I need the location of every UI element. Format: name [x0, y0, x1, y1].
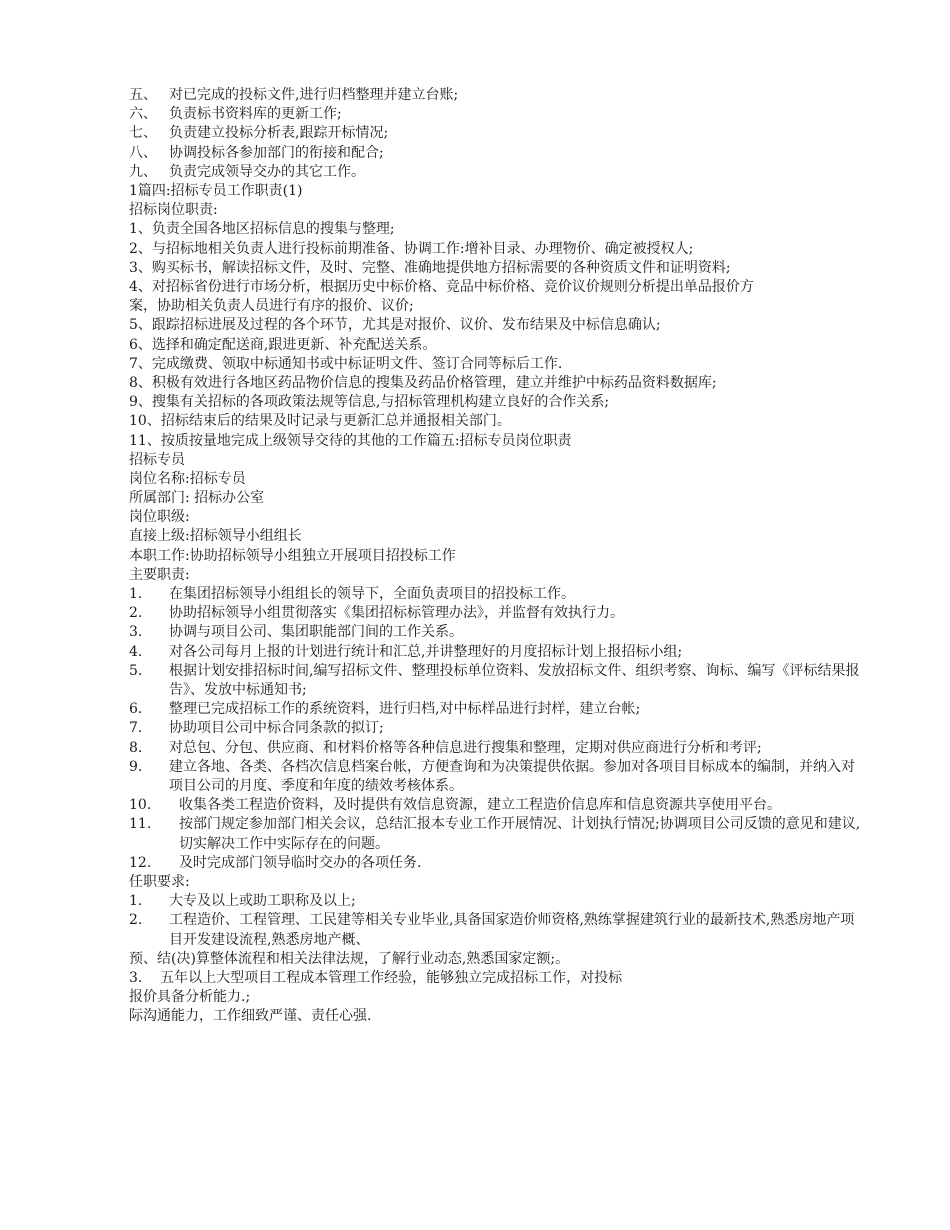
list-text: 协助项目公司中标合同条款的拟订; [169, 720, 384, 737]
duty-item: 9、搜集有关招标的各项政策法规等信息,与招标管理机构建立良好的合作关系; [129, 394, 610, 411]
list-number: 4. [129, 643, 143, 660]
post-job: 本职工作:协助招标领导小组独立开展项目招投标工作 [129, 547, 456, 564]
duty-item: 3、购买标书，解读招标文件，及时、完整、准确地提供地方招标需要的各种资质文件和证明资料; [129, 259, 731, 276]
main-duty-heading: 主要职责: [129, 566, 190, 583]
main-duty-item [129, 604, 889, 623]
post-name: 岗位名称:招标专员 [129, 470, 246, 487]
section-title: 1篇四:招标专员工作职责(1) [129, 183, 303, 200]
list-text: 大专及以上或助工职称及以上; [169, 893, 356, 910]
list-number: 1. [129, 586, 143, 603]
duty-item: 4、对招标省份进行市场分析，根据历史中标价格、竞品中标价格、竞价议价规则分析提出单品报价方案，协助相关负责人员进行有序的报价、议价; [129, 278, 754, 315]
list-item [129, 163, 889, 182]
requirement-heading: 任职要求: [129, 874, 190, 891]
main-duty-item [129, 623, 889, 642]
list-item [129, 105, 889, 124]
duty-item: 6、选择和确定配送商,跟进更新、补充配送关系。 [129, 336, 437, 353]
list-text: 对已完成的投标文件,进行归档整理并建立台账; [169, 87, 459, 103]
list-number: 5. [129, 662, 143, 679]
list-number: 3. [129, 624, 143, 641]
list-text: 根据计划安排招标时间,编写招标文件、整理投标单位资料、发放招标文件、组织考察、询标、编写《评标结果报告》、发放中标通知书; [169, 662, 860, 699]
main-duty-item [129, 700, 889, 719]
duty-item: 8、积极有效进行各地区药品物价信息的搜集及药品价格管理，建立并维护中标药品资料数据库; [129, 374, 717, 391]
list-number: 10. [129, 797, 152, 814]
list-text: 协助招标领导小组贯彻落实《集团招标标管理办法》，并监督有效执行力。 [169, 605, 624, 622]
duty-item: 7、完成缴费、领取中标通知书或中标证明文件、签订合同等标后工作. [129, 355, 563, 372]
duty-item: 5、跟踪招标进展及过程的各个环节，尤其是对报价、议价、发布结果及中标信息确认; [129, 317, 661, 334]
list-number: 五、 [129, 87, 157, 103]
list-text: 协调投标各参加部门的衔接和配合; [169, 144, 384, 161]
list-text: 协调与项目公司、集团职能部门间的工作关系。 [169, 624, 463, 641]
list-number: 2. [129, 912, 143, 929]
list-item [129, 144, 889, 163]
main-duty-item [129, 643, 889, 662]
list-number: 八、 [129, 144, 157, 161]
list-number: 九、 [129, 163, 157, 180]
list-text: 建立各地、各类、各档次信息档案台帐，方便查询和为决策提供依据。参加对各项目目标成本的编制，并纳入对项目公司的月度、季度和年度的绩效考核体系。 [169, 758, 855, 795]
list-number: 1. [129, 893, 143, 910]
requirement-item [129, 911, 889, 949]
list-item [129, 86, 889, 105]
list-number: 9. [129, 758, 143, 775]
closing-text: 际沟通能力，工作细致严谨、责任心强. [129, 1008, 372, 1025]
list-text: 对各公司每月上报的计划进行统计和汇总,并讲整理好的月度招标计划上报招标小组; [169, 643, 683, 660]
main-duty-item [129, 796, 889, 815]
list-number: 8. [129, 739, 143, 756]
list-text: 按部门规定参加部门相关会议，总结汇报本专业工作开展情况、计划执行情况;协调项目公司反馈的意见和建议,切实解决工作中实际存在的问题。 [179, 816, 861, 852]
main-duty-item [129, 739, 889, 758]
list-number: 6. [129, 701, 143, 718]
main-duty-item [129, 854, 889, 873]
list-number: 六、 [129, 106, 157, 123]
post-superior: 直接上级:招标领导小组组长 [129, 528, 302, 545]
duty-item: 11、按质按量地完成上级领导交待的其他的工作篇五:招标专员岗位职责 [129, 432, 572, 449]
list-text: 在集团招标领导小组组长的领导下，全面负责项目的招投标工作。 [169, 586, 575, 603]
list-text: 收集各类工程造价资料，及时提供有效信息资源，建立工程造价信息库和信息资源共享使用平台。 [179, 797, 781, 814]
list-number: 七、 [129, 125, 157, 142]
post-level: 岗位职级: [129, 509, 190, 526]
main-duty-item [129, 815, 889, 853]
post-title: 招标专员 [129, 451, 185, 468]
list-text: 整理已完成招标工作的系统资料，进行归档,对中标样品进行封样，建立台帐; [169, 701, 641, 718]
list-number: 7. [129, 720, 143, 737]
requirement-item: 3. 五年以上大型项目工程成本管理工作经验，能够独立完成招标工作，对投标 [129, 970, 623, 987]
list-item [129, 124, 889, 143]
main-duty-item [129, 585, 889, 604]
requirement-item [129, 892, 889, 911]
requirement-continuation: 报价具备分析能力.; [129, 989, 251, 1006]
duty-item: 10、招标结束后的结果及时记录与更新汇总并通报相关部门。 [129, 413, 511, 430]
main-duty-item [129, 662, 889, 700]
duty-heading: 招标岗位职责: [129, 202, 218, 219]
list-text: 及时完成部门领导临时交办的各项任务. [179, 854, 422, 871]
main-duty-item [129, 719, 889, 738]
post-dept: 所属部门: 招标办公室 [129, 490, 265, 507]
list-text: 负责建立投标分析表,跟踪开标情况; [169, 125, 389, 142]
list-text: 工程造价、工程管理、工民建等相关专业毕业,具备国家造价师资格,熟练掌握建筑行业的最新技术,熟悉房地产项目开发建设流程,熟悉房地产概、 [169, 912, 855, 948]
list-text: 负责完成领导交办的其它工作。 [169, 163, 365, 180]
main-duty-item [129, 758, 889, 796]
document-body [129, 86, 889, 1027]
duty-item: 1、负责全国各地区招标信息的搜集与整理; [129, 221, 395, 238]
list-text: 负责标书资料库的更新工作; [169, 106, 342, 123]
list-number: 12. [129, 854, 152, 871]
list-number: 11. [129, 816, 152, 833]
list-number: 2. [129, 605, 143, 622]
list-text: 对总包、分包、供应商、和材料价格等各种信息进行搜集和整理，定期对供应商进行分析和考评; [169, 739, 762, 756]
requirement-continuation: 预、结(决)算整体流程和相关法律法规，了解行业动态,熟悉国家定额;。 [129, 950, 570, 967]
duty-item: 2、与招标地相关负责人进行投标前期准备、协调工作:增补目录、办理物价、确定被授权人; [129, 240, 694, 257]
